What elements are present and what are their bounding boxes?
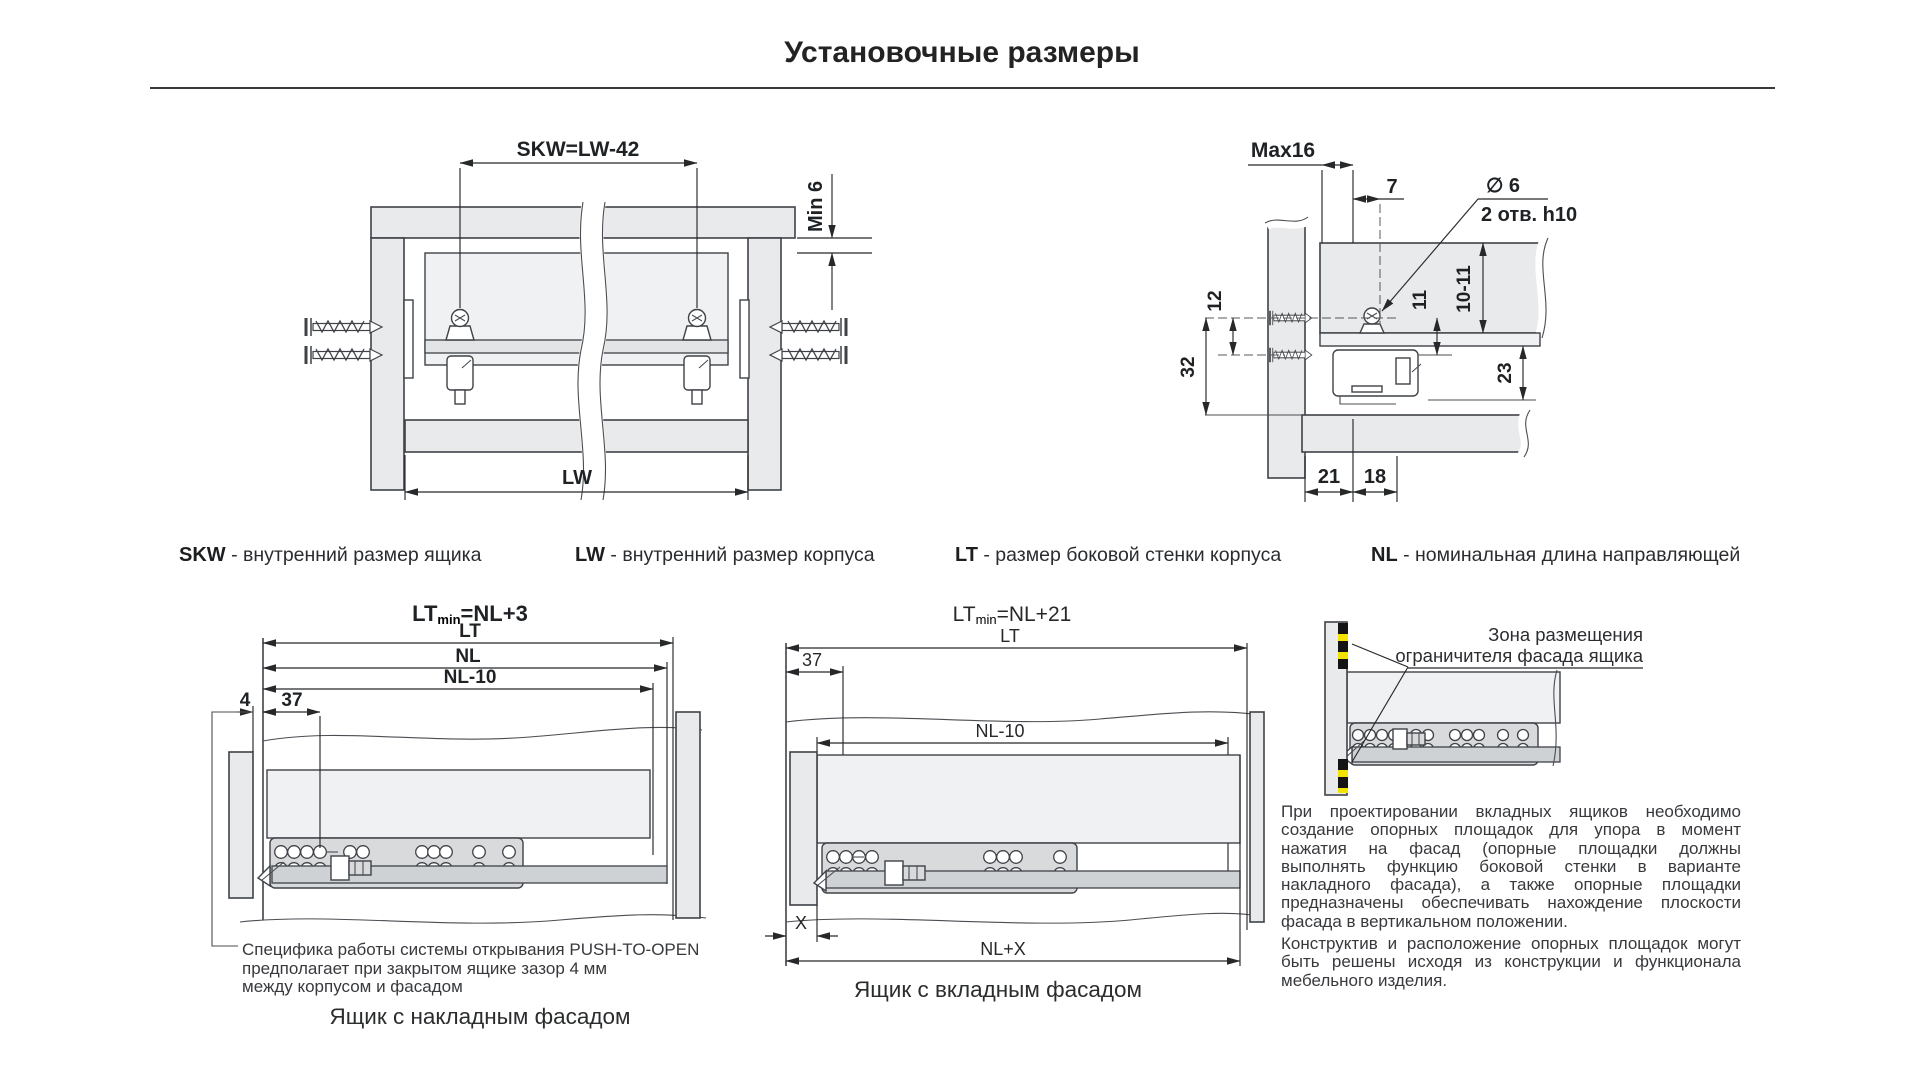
legend-skw-term: SKW bbox=[179, 544, 226, 566]
formula-lt-min-nl21 bbox=[953, 603, 1072, 627]
formula-sub: min bbox=[437, 612, 461, 627]
dim-7: 7 bbox=[1386, 176, 1398, 198]
dim-diameter: ∅ 6 bbox=[1485, 175, 1521, 197]
diagram-front-section bbox=[306, 138, 872, 500]
dim-skw: SKW=LW-42 bbox=[516, 138, 640, 161]
legend-nl-desc: - номинальная длина направляющей bbox=[1403, 544, 1741, 566]
dim-11: 11 bbox=[1410, 289, 1431, 311]
diagram-side-section bbox=[1178, 139, 1577, 502]
legend-lw bbox=[575, 544, 875, 567]
diagram-inset-front bbox=[765, 603, 1264, 966]
dim-lw: LW bbox=[562, 467, 592, 489]
dim-37: 37 bbox=[281, 690, 303, 711]
dim-32: 32 bbox=[1178, 356, 1199, 378]
legend-lt-desc: - размер боковой стенки корпуса bbox=[983, 544, 1282, 566]
dim-lt: LT bbox=[459, 621, 481, 642]
legend-nl bbox=[1371, 544, 1740, 567]
dim-4: 4 bbox=[239, 690, 251, 711]
zone-label bbox=[1395, 624, 1643, 666]
dim-21: 21 bbox=[1317, 466, 1341, 488]
formula-rest: =NL+3 bbox=[460, 601, 528, 626]
diagram-overlay-front bbox=[212, 601, 706, 946]
note-line-1: Специфика работы системы открывания PUSH-TO-OPEN bbox=[242, 940, 700, 959]
legend-nl-term: NL bbox=[1371, 544, 1398, 566]
caption-inset-front: Ящик с вкладным фасадом bbox=[854, 977, 1142, 1002]
legend-lw-desc: - внутренний размер корпуса bbox=[610, 544, 875, 566]
dim-10-11: 10-11 bbox=[1454, 265, 1475, 313]
page-title: Установочные размеры bbox=[784, 36, 1140, 69]
legend-lw-term: LW bbox=[575, 544, 605, 566]
push-to-open-note bbox=[242, 941, 712, 997]
formula-base: LT bbox=[412, 601, 438, 626]
dim-holes: 2 отв. h10 bbox=[1481, 204, 1578, 226]
dim-nl10: NL-10 bbox=[443, 667, 497, 688]
note-line-2: предполагает при закрытом ящике зазор 4 мм bbox=[242, 958, 608, 978]
legend-lt-term: LT bbox=[955, 544, 978, 566]
dim-lt: LT bbox=[1000, 626, 1020, 646]
dim-12: 12 bbox=[1205, 290, 1226, 312]
paragraph-support-pads: При проектировании вкладных ящиков необходимо создание опорных площадок для упора в момент нажатия на фасад (опорные площадки должны выполнять функцию боковой стенки в варианте накладного фасада), а также опорные площадки предназначены обеспечивать нахождение плоскости фасада в вертикальном положении. bbox=[1281, 802, 1741, 931]
zone-label-line-2: ограничителя фасада ящика bbox=[1395, 645, 1643, 666]
formula-rest: =NL+21 bbox=[996, 603, 1072, 626]
legend-lt bbox=[955, 544, 1281, 567]
formula-base: LT bbox=[952, 603, 976, 626]
paragraph-construction: Конструктив и расположение опорных площадок могут быть решены исходя из конструкции и функционала мебельного изделия. bbox=[1281, 934, 1741, 990]
zone-label-line-1: Зона размещения bbox=[1488, 624, 1643, 645]
formula-sub: min bbox=[975, 612, 997, 627]
dim-x: X bbox=[794, 913, 808, 933]
note-line-3: между корпусом и фасадом bbox=[242, 977, 463, 996]
dim-min6: Min 6 bbox=[805, 180, 827, 232]
dim-23: 23 bbox=[1495, 362, 1516, 384]
dim-max16: Max16 bbox=[1250, 139, 1316, 162]
legend-skw bbox=[179, 544, 481, 567]
dim-37: 37 bbox=[801, 650, 823, 670]
dim-nl: NL bbox=[455, 646, 481, 667]
caption-overlay-front: Ящик с накладным фасадом bbox=[329, 1004, 631, 1029]
dim-nl10: NL-10 bbox=[975, 721, 1025, 741]
dim-18: 18 bbox=[1363, 466, 1387, 488]
legend-skw-desc: - внутренний размер ящика bbox=[231, 544, 482, 566]
dim-nlx: NL+X bbox=[980, 939, 1026, 959]
